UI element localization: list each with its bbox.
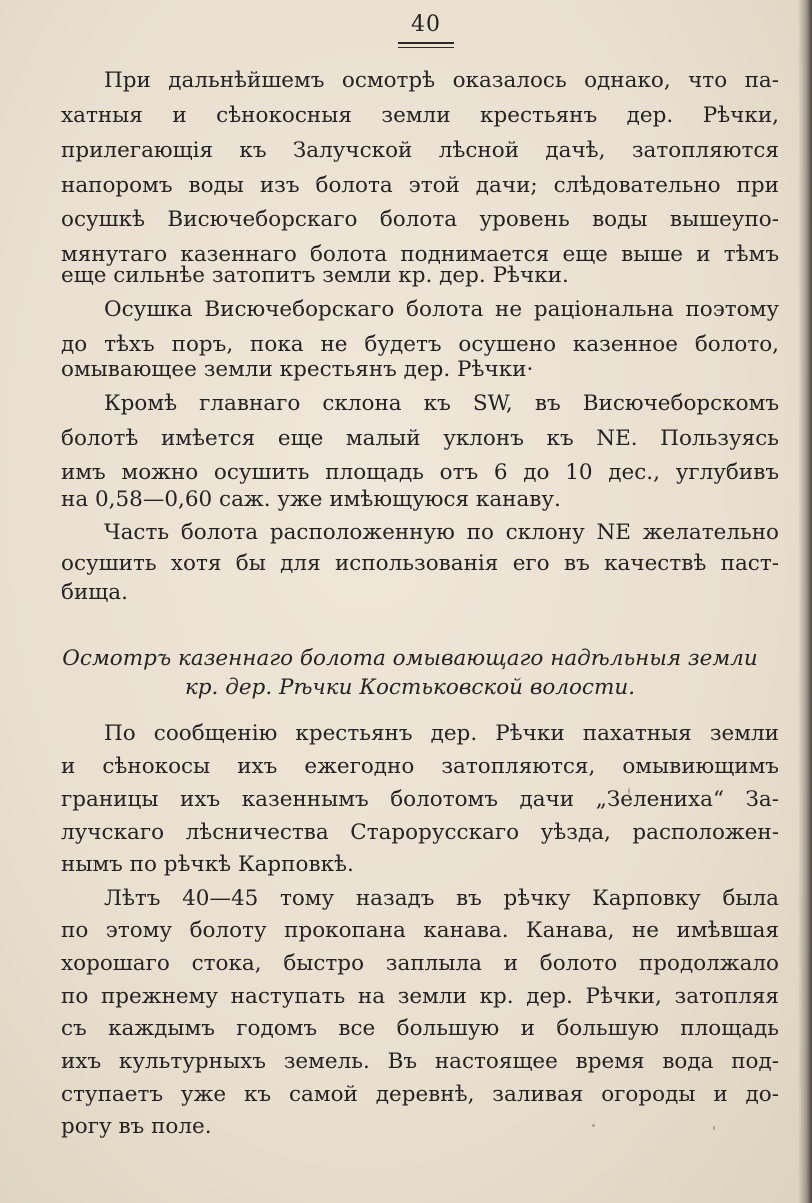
text-line: При дальнѣйшемъ осмотрѣ оказалось однако, что па- <box>104 68 779 93</box>
text-line: Часть болота расположенную по склону NE желательно <box>104 520 779 545</box>
text-line: по прежнему наступать на земли кр. дер. Рѣчки, затопляя <box>61 984 779 1009</box>
text-line: до тѣхъ поръ, пока не будетъ осушено казенное болото, <box>61 332 779 357</box>
text-line: и сѣнокосы ихъ ежегодно затопляются, омывиющимъ <box>61 754 779 779</box>
text-line: Осушка Висючеборскаго болота не раціональна поэтому <box>104 297 779 322</box>
text-line: еще сильнѣе затопитъ земли кр. дер. Рѣчки. <box>61 263 569 288</box>
text-line: лучскаго лѣсничества Старорусскаго уѣзда, расположен- <box>61 820 779 845</box>
text-line: имъ можно осушить площадь отъ 6 до 10 дес., углубивъ <box>61 460 779 485</box>
text-line: бища. <box>61 580 128 605</box>
section-heading: кр. дер. Рѣчки Костьковской волости. <box>184 675 636 700</box>
section-heading: Осмотръ казеннаго болота омывающаго надѣльныя земли <box>62 646 758 671</box>
text-line: ступаетъ уже къ самой деревнѣ, заливая огороды и до- <box>61 1082 779 1107</box>
page-number-rule-thin <box>398 47 454 48</box>
text-line: осушить хотя бы для использованія его въ качествѣ паст- <box>61 551 779 576</box>
page-edge-shadow <box>798 0 812 1203</box>
text-line: осушкѣ Висючеборскаго болота уровень воды вышеупо- <box>61 207 779 232</box>
text-line: на 0,58—0,60 саж. уже имѣющуюся канаву. <box>61 487 561 512</box>
paper-speck <box>713 1126 715 1130</box>
text-line: омывающее земли крестьянъ дер. Рѣчки· <box>61 357 534 382</box>
page-number: 40 <box>411 12 441 37</box>
text-line: прилегающія къ Залучской лѣсной дачѣ, затопляются <box>61 138 779 163</box>
text-line: напоромъ воды изъ болота этой дачи; слѣдовательно при <box>61 173 779 198</box>
text-line: ихъ культурныхъ земель. Въ настоящее время вода под- <box>61 1049 779 1074</box>
text-line: мянутаго казеннаго болота поднимается еще выше и тѣмъ <box>61 242 779 267</box>
text-line: по этому болоту прокопана канава. Канава, не имѣвшая <box>61 918 779 943</box>
paper-speck <box>592 1124 595 1127</box>
text-line: Лѣтъ 40—45 тому назадъ въ рѣчку Карповку была <box>104 886 779 911</box>
text-line: хатныя и сѣнокосныя земли крестьянъ дер. Рѣчки, <box>61 103 779 128</box>
text-line: границы ихъ казеннымъ болотомъ дачи „Зелениха“ За- <box>61 787 779 812</box>
paper-speck <box>628 788 630 794</box>
text-line: Кромѣ главнаго склона къ SW, въ Висючеборскомъ <box>104 391 779 416</box>
text-line: рогу въ поле. <box>61 1114 212 1139</box>
text-line: хорошаго стока, быстро заплыла и болото продолжало <box>61 951 779 976</box>
text-line: съ каждымъ годомъ все большую и большую площадь <box>61 1016 779 1041</box>
text-line: болотѣ имѣется еще малый уклонъ къ NE. Пользуясь <box>61 426 779 451</box>
page-number-rule <box>398 42 454 44</box>
text-line: По сообщенію крестьянъ дер. Рѣчки пахатныя земли <box>104 721 779 746</box>
text-line: нымъ по рѣчкѣ Карповкѣ. <box>61 852 354 877</box>
